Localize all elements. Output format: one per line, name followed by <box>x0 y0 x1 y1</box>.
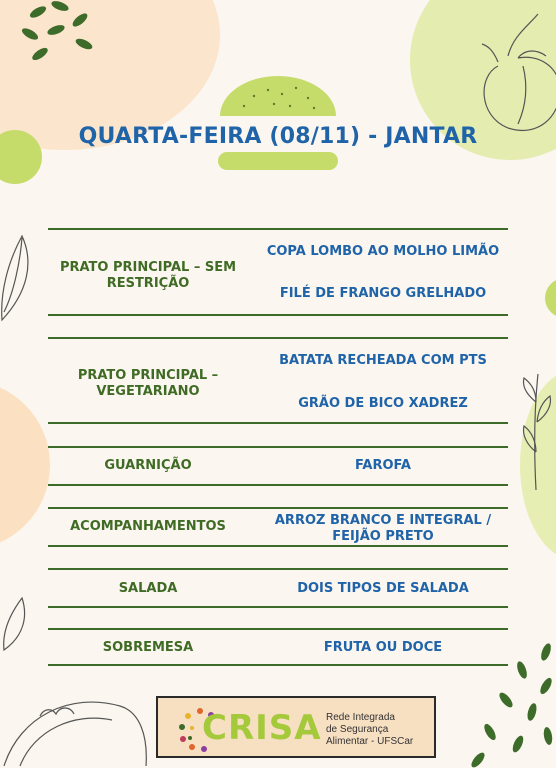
divider <box>48 422 508 424</box>
leaf-sketch-left-icon <box>0 232 40 322</box>
divider <box>48 314 508 316</box>
divider <box>48 446 508 448</box>
org-name <box>326 712 413 748</box>
page-title: QUARTA-FEIRA (08/11) - JANTAR <box>78 124 478 149</box>
footer-logo-box <box>156 696 436 758</box>
peach-blob-left <box>0 380 50 550</box>
tomato-sketch-icon <box>468 6 556 136</box>
org-line: Alimentar - UFSCar <box>326 736 414 747</box>
dish-label: FILÉ DE FRANGO GRELHADO <box>279 286 487 301</box>
divider <box>48 545 508 547</box>
divider <box>48 568 508 570</box>
category-label: SOBREMESA <box>102 640 194 655</box>
divider <box>48 628 508 630</box>
leaves-top-left-icon <box>10 0 100 60</box>
category-label: GUARNIÇÃO <box>104 458 192 473</box>
leaves-bottom-right-icon <box>466 640 556 768</box>
dish-label: COPA LOMBO AO MOLHO LIMÃO <box>266 244 500 259</box>
dish-label: DOIS TIPOS DE SALADA <box>297 581 469 596</box>
category-label: PRATO PRINCIPAL – SEM RESTRIÇÃO <box>59 260 237 291</box>
divider <box>48 664 508 666</box>
org-line: de Segurança <box>326 724 389 735</box>
dish-label: GRÃO DE BICO XADREZ <box>298 396 468 411</box>
leaf-sketch-bottom-left-icon <box>0 596 30 652</box>
divider <box>48 484 508 486</box>
crisa-logo-text: CRISA <box>202 708 322 748</box>
green-circle-right <box>545 278 556 318</box>
divider <box>48 507 508 509</box>
category-label: PRATO PRINCIPAL – VEGETARIANO <box>77 368 219 399</box>
divider <box>48 606 508 608</box>
divider <box>48 228 508 230</box>
taco-sketch-icon <box>0 686 150 768</box>
category-label: SALADA <box>118 581 178 596</box>
herb-sketch-right-icon <box>516 372 556 492</box>
divider <box>48 337 508 339</box>
dish-label: FAROFA <box>355 458 411 473</box>
dish-label: FRUTA OU DOCE <box>323 640 443 655</box>
dish-label: ARROZ BRANCO E INTEGRAL / FEIJÃO PRETO <box>274 513 492 544</box>
category-label: ACOMPANHAMENTOS <box>70 519 226 534</box>
dish-label: BATATA RECHEADA COM PTS <box>279 353 487 368</box>
org-line: Rede Integrada <box>326 712 395 723</box>
